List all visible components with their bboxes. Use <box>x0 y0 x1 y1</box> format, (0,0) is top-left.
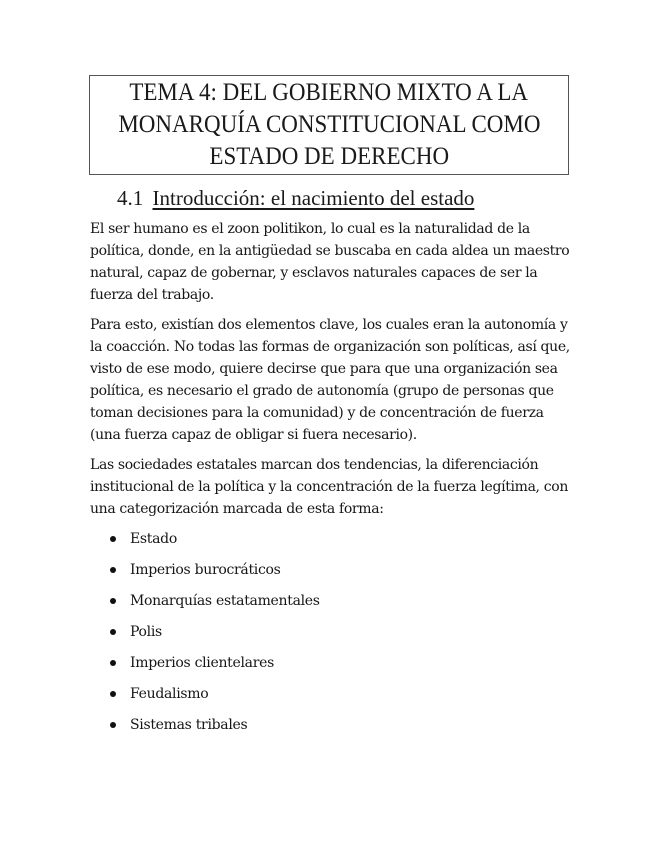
list-item-label: Sistemas tribales <box>130 717 248 733</box>
title-box <box>89 75 569 175</box>
section-heading <box>117 184 474 212</box>
section-title: Introducción: el nacimiento del estado <box>152 186 475 210</box>
bullet-icon <box>110 536 116 542</box>
paragraph-3: Las sociedades estatales marcan dos tendencias, la diferenciación institucional de la política y la concentración de la fuerza legítima, con una categorización marcada de esta forma: <box>90 457 568 517</box>
title-line-1: TEMA 4: DEL GOBIERNO MIXTO A LA <box>129 79 529 106</box>
list-item-label: Polis <box>130 624 162 640</box>
list-item <box>90 590 570 621</box>
bullet-icon <box>110 722 116 728</box>
bullet-icon <box>110 598 116 604</box>
list-item <box>90 652 570 683</box>
list-item <box>90 714 570 745</box>
section-number: 4.1 <box>117 186 144 210</box>
title-line-2: MONARQUÍA CONSTITUCIONAL COMO <box>117 111 541 138</box>
list-item-label: Monarquías estatamentales <box>130 593 320 609</box>
bullet-list <box>90 528 570 745</box>
paragraph-1: El ser humano es el zoon politikon, lo cual es la naturalidad de la política, donde, en la antigüedad se buscaba en cada aldea un maestro natural, capaz de gobernar, y esclavos naturales capaces de ser la fuerza del trabajo. <box>90 221 570 303</box>
list-item-label: Imperios clientelares <box>130 655 274 671</box>
list-item-label: Estado <box>130 531 177 547</box>
list-item <box>90 528 570 559</box>
document-body <box>90 218 570 745</box>
bullet-icon <box>110 567 116 573</box>
bullet-icon <box>110 691 116 697</box>
list-item-label: Feudalismo <box>130 686 209 702</box>
bullet-icon <box>110 660 116 666</box>
title-line-3: ESTADO DE DERECHO <box>209 143 449 170</box>
list-item <box>90 621 570 652</box>
bullet-icon <box>110 629 116 635</box>
paragraph-2: Para esto, existían dos elementos clave, los cuales eran la autonomía y la coacción. No todas las formas de organización son políticas, así que, visto de ese modo, quiere decirse que para que una organización sea política, es necesario el grado de autonomía (grupo de personas que toman decisiones para la comunidad) y de concentración de fuerza (una fuerza capaz de obligar si fuera necesario). <box>90 317 570 443</box>
list-item-label: Imperios burocráticos <box>130 562 281 578</box>
list-item <box>90 559 570 590</box>
list-item <box>90 683 570 714</box>
